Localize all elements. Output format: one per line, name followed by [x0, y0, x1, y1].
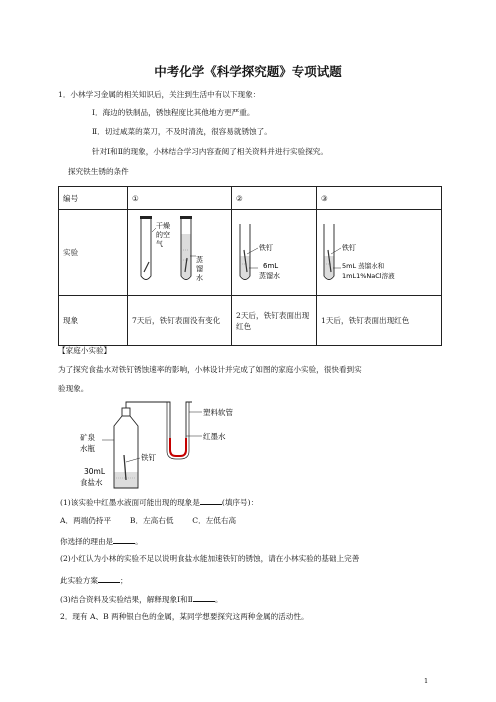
label-dry-air: 气	[156, 240, 163, 248]
id-1: ①	[128, 187, 232, 210]
label-nail: 铁钉	[259, 244, 273, 252]
observation-2: Ⅱ．切过咸菜的菜刀，不及时清洗，很容易就锈蚀了。	[92, 127, 272, 136]
id-2: ②	[232, 187, 317, 210]
option-a: A．两端仍持平	[60, 516, 112, 525]
experiment-table	[58, 186, 442, 346]
id-3: ③	[317, 187, 442, 210]
row-label-id: 编号	[59, 187, 128, 210]
label-distilled-water: 馏	[196, 265, 203, 273]
page-title: 中考化学《科学探究题》专项试题	[154, 64, 342, 79]
options-row	[60, 516, 236, 526]
table-row	[59, 187, 442, 210]
answer-blank-2[interactable]	[98, 574, 120, 583]
phenomenon-3: 1天后，铁钉表面出现红色	[317, 296, 442, 346]
experiment-1-figure	[128, 210, 232, 296]
label-salt-solution: 5mL 蒸馏水和	[342, 262, 385, 270]
test-tube-figure-3	[317, 210, 441, 292]
apparatus-figure	[60, 400, 300, 495]
row-label-experiment: 实验	[59, 210, 128, 296]
option-b: B．左高右低	[129, 516, 174, 525]
sub-question-2: (2)小红认为小林的实验不足以说明食盐水能加速铁钉的锈蚀，请在小林实验的基础上完善	[60, 554, 360, 563]
sub-question-1: (1)该实验中红墨水液面可能出现的现象是 (填序号)：	[60, 498, 259, 507]
question-2: 2．现有 A、B 两种银白色的金属，某同学想要探究这两种金属的活动性。	[60, 612, 309, 621]
label-salt-solution: 1mL1%NaCl溶液	[342, 272, 395, 280]
label-salt-water: 食盐水	[80, 478, 103, 487]
label-nail: 铁钉	[141, 453, 156, 462]
experiment-2-figure	[232, 210, 317, 296]
label-bottle: 矿泉	[80, 433, 95, 442]
label-salt-water: 30mL	[84, 467, 106, 476]
option-c: C．左低右高	[192, 516, 237, 525]
sub-question-2-cont: 此实验方案 ；	[60, 576, 128, 585]
investigation-lead: 针对Ⅰ和Ⅱ的现象，小林结合学习内容查阅了相关资料并进行实验探究。	[92, 147, 328, 156]
experiment-3-figure	[317, 210, 442, 296]
label-distilled-water: 蒸	[196, 256, 203, 264]
answer-blank-1[interactable]	[200, 496, 222, 505]
label-water-volume: 6mL	[263, 262, 279, 270]
home-experiment-desc: 为了探究食盐水对铁钉锈蚀速率的影响，小林设计并完成了如图的家庭小实验，很快看到实	[58, 365, 362, 374]
row-label-phenomenon: 现象	[59, 296, 128, 346]
phenomenon-2: 2天后，铁钉表面出现红色	[232, 296, 317, 346]
question-1-intro: 1．小林学习金属的相关知识后，关注到生活中有以下现象：	[58, 90, 261, 99]
home-experiment-desc: 验现象。	[58, 384, 89, 393]
sub-question-3: (3)结合资料及实验结果，解释现象Ⅰ和Ⅱ 。	[60, 595, 223, 604]
answer-blank-3[interactable]	[193, 593, 215, 602]
reason-line: 你选择的理由是 。	[60, 537, 143, 546]
table-row	[59, 296, 442, 346]
label-water-volume: 蒸馏水	[259, 272, 280, 280]
table-row	[59, 210, 442, 296]
page-number: 1	[424, 677, 429, 685]
test-tubes-figure-1	[128, 210, 231, 292]
table-caption: 探究铁生锈的条件	[68, 167, 129, 176]
label-dry-air: 干燥	[156, 222, 170, 230]
label-bottle: 水瓶	[80, 444, 95, 453]
answer-blank-reason[interactable]	[113, 535, 135, 544]
label-nail: 铁钉	[342, 244, 356, 252]
test-tube-figure-2	[232, 210, 316, 292]
home-experiment-title: 【家庭小实验】	[58, 346, 112, 355]
label-red-ink: 红墨水	[203, 432, 226, 441]
label-plastic-tube: 塑料软管	[203, 408, 233, 417]
label-dry-air: 的空	[156, 231, 170, 239]
phenomenon-1: 7天后，铁钉表面没有变化	[128, 296, 232, 346]
observation-1: Ⅰ．海边的铁制品，锈蚀程度比其他地方更严重。	[92, 108, 255, 117]
label-distilled-water: 水	[196, 274, 203, 282]
